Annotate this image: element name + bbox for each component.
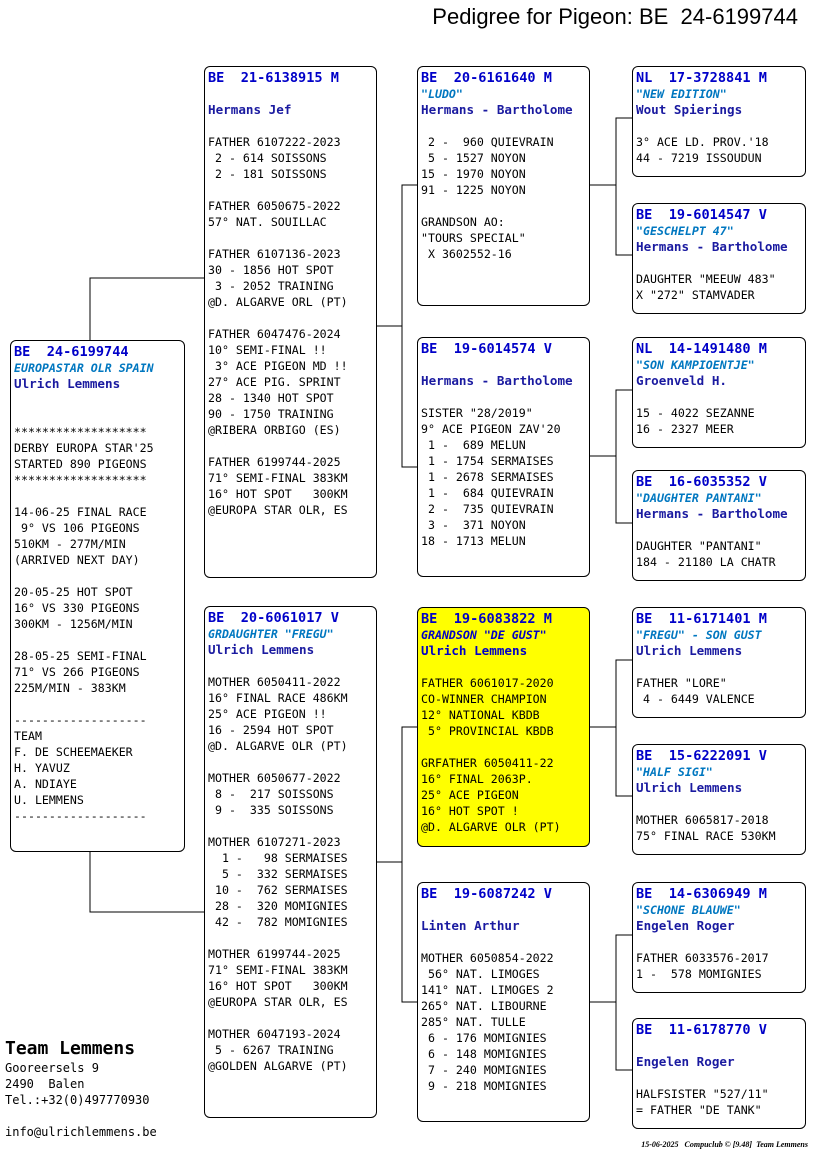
performance-text: [636, 659, 802, 707]
text-line: [208, 310, 373, 326]
team-address: [5, 1060, 150, 1108]
performance-text: [14, 392, 181, 824]
text-line: [208, 438, 373, 454]
text-line: SISTER "28/2019": [421, 406, 533, 420]
text-line: MOTHER 6199744-2025: [208, 947, 341, 961]
text-line: 141° NAT. LIMOGES 2: [421, 983, 554, 997]
team-email[interactable]: info@ulrichlemmens.be: [5, 1125, 157, 1139]
text-line: 57° NAT. SOUILLAC: [208, 215, 327, 229]
text-line: @EUROPA STAR OLR, ES: [208, 995, 348, 1009]
page-title: Pedigree for Pigeon: BE 24-6199744: [432, 4, 798, 29]
text-line: @D. ALGARVE ORL (PT): [208, 295, 348, 309]
text-line: [636, 522, 802, 538]
text-line: 27° ACE PIG. SPRINT: [208, 375, 341, 389]
text-line: 5 - 1527 NOYON: [421, 151, 526, 165]
text-line: 4 - 6449 VALENCE: [636, 692, 755, 706]
text-line: 71° SEMI-FINAL 383KM: [208, 471, 348, 485]
text-line: [421, 198, 586, 214]
ring-number: BE 20-6061017 V: [208, 610, 339, 626]
text-line: STARTED 890 PIGEONS: [14, 457, 147, 471]
text-line: Gooreersels 9: [5, 1061, 99, 1075]
performance-text: [421, 389, 586, 549]
pigeon-card-father[interactable]: [204, 66, 377, 578]
ring-number: BE 19-6014547 V: [636, 207, 767, 223]
pigeon-card-father-mother[interactable]: [417, 337, 590, 577]
text-line: [636, 118, 802, 134]
text-line: [208, 182, 373, 198]
pigeon-card-subject[interactable]: [10, 340, 185, 852]
owner-name: Hermans - Bartholome: [421, 102, 573, 117]
text-line: 16° HOT SPOT 300KM: [208, 487, 348, 501]
text-line: 28-05-25 SEMI-FINAL: [14, 649, 147, 663]
pigeon-name: "FREGU" - SON GUST: [636, 628, 762, 642]
text-line: 285° NAT. TULLE: [421, 1015, 526, 1029]
owner-name: Groenveld H.: [636, 373, 727, 388]
text-line: FATHER 6050675-2022: [208, 199, 341, 213]
text-line: MOTHER 6050854-2022: [421, 951, 554, 965]
text-line: [208, 230, 373, 246]
text-line: HALFSISTER "527/11": [636, 1087, 769, 1101]
text-line: -------------------: [14, 809, 147, 823]
owner-name: Ulrich Lemmens: [421, 643, 528, 658]
text-line: 9° ACE PIGEON ZAV'20: [421, 422, 561, 436]
text-line: 30 - 1856 HOT SPOT: [208, 263, 334, 277]
performance-text: [421, 118, 586, 262]
text-line: 16 - 2594 HOT SPOT: [208, 723, 334, 737]
owner-name: Ulrich Lemmens: [636, 643, 743, 658]
text-line: [636, 389, 802, 405]
text-line: [421, 934, 586, 950]
text-line: MOTHER 6107271-2023: [208, 835, 341, 849]
text-line: [208, 658, 373, 674]
pigeon-name: [421, 902, 586, 918]
pigeon-name: "LUDO": [421, 87, 463, 101]
owner-name: Hermans - Bartholome: [636, 239, 788, 254]
text-line: [208, 754, 373, 770]
text-line: 2490 Balen: [5, 1077, 85, 1091]
text-line: [14, 632, 181, 648]
text-line: @D. ALGARVE OLR (PT): [208, 739, 348, 753]
pigeon-name: "GESCHELPT 47": [636, 224, 734, 238]
pigeon-name: "HALF SIGI": [636, 765, 713, 779]
pigeon-name: GRDAUGHTER "FREGU": [208, 627, 334, 641]
text-line: 5 - 6267 TRAINING: [208, 1043, 334, 1057]
text-line: 2 - 181 SOISSONS: [208, 167, 327, 181]
text-line: @GOLDEN ALGARVE (PT): [208, 1059, 348, 1073]
pigeon-card-ff-mother[interactable]: [632, 203, 806, 314]
owner-name: Linten Arthur: [421, 918, 520, 933]
pigeon-name: "SON KAMPIOENTJE": [636, 358, 755, 372]
pigeon-name: [208, 86, 373, 102]
text-line: 25° ACE PIGEON !!: [208, 707, 327, 721]
performance-text: [421, 934, 586, 1094]
text-line: 225M/MIN - 383KM: [14, 681, 126, 695]
text-line: TEAM: [14, 729, 42, 743]
text-line: 3 - 371 NOYON: [421, 518, 526, 532]
pigeon-card-mm-mother[interactable]: [632, 1018, 806, 1129]
pigeon-name: [421, 357, 586, 373]
text-line: FATHER 6107222-2023: [208, 135, 341, 149]
text-line: [636, 659, 802, 675]
text-line: FATHER 6199744-2025: [208, 455, 341, 469]
ring-number: BE 19-6083822 M: [421, 611, 552, 627]
pigeon-name: "NEW EDITION": [636, 87, 727, 101]
text-line: -------------------: [14, 713, 147, 727]
text-line: 1 - 578 MOMIGNIES: [636, 967, 762, 981]
text-line: 42 - 782 MOMIGNIES: [208, 915, 348, 929]
text-line: *******************: [14, 473, 147, 487]
pigeon-card-mother-father[interactable]: [417, 607, 590, 847]
text-line: 20-05-25 HOT SPOT: [14, 585, 133, 599]
owner-name: Ulrich Lemmens: [14, 376, 121, 391]
text-line: 10° SEMI-FINAL !!: [208, 343, 327, 357]
ring-number: BE 11-6171401 M: [636, 611, 767, 627]
ring-number: BE 15-6222091 V: [636, 748, 767, 764]
text-line: 6 - 176 MOMIGNIES: [421, 1031, 547, 1045]
text-line: FATHER 6061017-2020: [421, 676, 554, 690]
text-line: 16° FINAL 2063P.: [421, 772, 533, 786]
ring-number: NL 14-1491480 M: [636, 341, 767, 357]
ring-number: BE 11-6178770 V: [636, 1022, 767, 1038]
text-line: [14, 568, 181, 584]
text-line: CO-WINNER CHAMPION: [421, 692, 547, 706]
text-line: 1 - 1754 SERMAISES: [421, 454, 554, 468]
text-line: FATHER 6033576-2017: [636, 951, 769, 965]
text-line: @RIBERA ORBIGO (ES): [208, 423, 341, 437]
text-line: 3° ACE LD. PROV.'18: [636, 135, 769, 149]
text-line: 1 - 2678 SERMAISES: [421, 470, 554, 484]
text-line: 3° ACE PIGEON MD !!: [208, 359, 348, 373]
text-line: 12° NATIONAL KBDB: [421, 708, 540, 722]
performance-text: [636, 934, 802, 982]
footer-credit: 15-06-2025 Compuclub © [9.48] Team Lemmens: [641, 1140, 808, 1149]
text-line: 7 - 240 MOMIGNIES: [421, 1063, 547, 1077]
text-line: 71° SEMI-FINAL 383KM: [208, 963, 348, 977]
text-line: [421, 739, 586, 755]
text-line: DAUGHTER "MEEUW 483": [636, 272, 776, 286]
text-line: 1 - 684 QUIEVRAIN: [421, 486, 554, 500]
text-line: 10 - 762 SERMAISES: [208, 883, 348, 897]
text-line: Tel.:+32(0)497770930: [5, 1093, 150, 1107]
text-line: [14, 488, 181, 504]
ring-number: BE 21-6138915 M: [208, 70, 339, 86]
text-line: 18 - 1713 MELUN: [421, 534, 526, 548]
text-line: 184 - 21180 LA CHATR: [636, 555, 776, 569]
performance-text: [636, 522, 802, 570]
text-line: 2 - 960 QUIEVRAIN: [421, 135, 554, 149]
text-line: 8 - 217 SOISSONS: [208, 787, 334, 801]
performance-text: [636, 255, 802, 303]
text-line: 2 - 614 SOISSONS: [208, 151, 327, 165]
text-line: [421, 389, 586, 405]
ring-number: BE 24-6199744: [14, 344, 129, 360]
owner-name: Engelen Roger: [636, 1054, 735, 1069]
text-line: [208, 930, 373, 946]
text-line: @EUROPA STAR OLR, ES: [208, 503, 348, 517]
text-line: 71° VS 266 PIGEONS: [14, 665, 140, 679]
pigeon-name: "DAUGHTER PANTANI": [636, 491, 762, 505]
performance-text: [636, 389, 802, 437]
text-line: 91 - 1225 NOYON: [421, 183, 526, 197]
text-line: DAUGHTER "PANTANI": [636, 539, 762, 553]
ring-number: BE 19-6087242 V: [421, 886, 552, 902]
pigeon-name: [636, 1038, 802, 1054]
pigeon-card-mf-father[interactable]: [632, 607, 806, 718]
text-line: (ARRIVED NEXT DAY): [14, 553, 140, 567]
text-line: 16° VS 330 PIGEONS: [14, 601, 140, 615]
text-line: 5 - 332 SERMAISES: [208, 867, 348, 881]
text-line: 16° HOT SPOT !: [421, 804, 519, 818]
pigeon-name: "SCHONE BLAUWE": [636, 903, 741, 917]
team-contact: [5, 1038, 150, 1108]
text-line: 9 - 335 SOISSONS: [208, 803, 334, 817]
owner-name: Ulrich Lemmens: [208, 642, 315, 657]
ring-number: BE 16-6035352 V: [636, 474, 767, 490]
text-line: = FATHER "DE TANK": [636, 1103, 762, 1117]
text-line: 14-06-25 FINAL RACE: [14, 505, 147, 519]
text-line: FATHER 6107136-2023: [208, 247, 341, 261]
text-line: 75° FINAL RACE 530KM: [636, 829, 776, 843]
text-line: [421, 118, 586, 134]
text-line: 1 - 689 MELUN: [421, 438, 526, 452]
text-line: X "272" STAMVADER: [636, 288, 755, 302]
pigeon-card-mother-mother[interactable]: [417, 882, 590, 1122]
text-line: X 3602552-16: [421, 247, 512, 261]
ring-number: BE 20-6161640 M: [421, 70, 552, 86]
text-line: 16 - 2327 MEER: [636, 422, 734, 436]
pigeon-card-mf-mother[interactable]: [632, 744, 806, 855]
ring-number: NL 17-3728841 M: [636, 70, 767, 86]
text-line: [14, 392, 181, 408]
text-line: MOTHER 6047193-2024: [208, 1027, 341, 1041]
ring-number: BE 14-6306949 M: [636, 886, 767, 902]
text-line: F. DE SCHEEMAEKER: [14, 745, 133, 759]
pigeon-name: EUROPASTAR OLR SPAIN: [14, 361, 154, 375]
owner-name: Hermans - Bartholome: [421, 373, 573, 388]
text-line: U. LEMMENS: [14, 793, 84, 807]
performance-text: [636, 118, 802, 166]
owner-name: Hermans Jef: [208, 102, 292, 117]
performance-text: [421, 659, 586, 835]
ring-number: BE 19-6014574 V: [421, 341, 552, 357]
text-line: [14, 408, 181, 424]
text-line: 15 - 1970 NOYON: [421, 167, 526, 181]
text-line: [636, 796, 802, 812]
team-name: Team Lemmens: [5, 1038, 136, 1059]
text-line: 6 - 148 MOMIGNIES: [421, 1047, 547, 1061]
text-line: FATHER "LORE": [636, 676, 727, 690]
pigeon-card-fm-mother[interactable]: [632, 470, 806, 581]
text-line: GRANDSON AO:: [421, 215, 505, 229]
pigeon-name: GRANDSON "DE GUST": [421, 628, 547, 642]
pigeon-card-mm-father[interactable]: [632, 882, 806, 993]
performance-text: [208, 658, 373, 1074]
text-line: 300KM - 1256M/MIN: [14, 617, 133, 631]
text-line: 44 - 7219 ISSOUDUN: [636, 151, 762, 165]
pigeon-card-father-father[interactable]: [417, 66, 590, 306]
text-line: 1 - 98 SERMAISES: [208, 851, 348, 865]
text-line: *******************: [14, 425, 147, 439]
text-line: MOTHER 6050677-2022: [208, 771, 341, 785]
text-line: 90 - 1750 TRAINING: [208, 407, 334, 421]
text-line: 25° ACE PIGEON: [421, 788, 519, 802]
text-line: [14, 696, 181, 712]
text-line: @D. ALGARVE OLR (PT): [421, 820, 561, 834]
pigeon-card-mother[interactable]: [204, 606, 377, 1118]
text-line: [208, 818, 373, 834]
owner-name: Wout Spierings: [636, 102, 743, 117]
text-line: A. NDIAYE: [14, 777, 77, 791]
text-line: 16° FINAL RACE 486KM: [208, 691, 348, 705]
text-line: 2 - 735 QUIEVRAIN: [421, 502, 554, 516]
performance-text: [636, 796, 802, 844]
text-line: 265° NAT. LIBOURNE: [421, 999, 547, 1013]
performance-text: [636, 1070, 802, 1118]
pigeon-card-fm-father[interactable]: [632, 337, 806, 448]
text-line: 9 - 218 MOMIGNIES: [421, 1079, 547, 1093]
text-line: [208, 1010, 373, 1026]
text-line: 16° HOT SPOT 300KM: [208, 979, 348, 993]
text-line: [636, 255, 802, 271]
text-line: [208, 118, 373, 134]
text-line: 56° NAT. LIMOGES: [421, 967, 540, 981]
performance-text: [208, 118, 373, 518]
owner-name: Ulrich Lemmens: [636, 780, 743, 795]
text-line: MOTHER 6050411-2022: [208, 675, 341, 689]
text-line: 3 - 2052 TRAINING: [208, 279, 334, 293]
text-line: "TOURS SPECIAL": [421, 231, 526, 245]
text-line: GRFATHER 6050411-22: [421, 756, 554, 770]
text-line: FATHER 6047476-2024: [208, 327, 341, 341]
text-line: 28 - 320 MOMIGNIES: [208, 899, 348, 913]
text-line: 28 - 1340 HOT SPOT: [208, 391, 334, 405]
owner-name: Engelen Roger: [636, 918, 735, 933]
text-line: [636, 1070, 802, 1086]
text-line: MOTHER 6065817-2018: [636, 813, 769, 827]
text-line: 9° VS 106 PIGEONS: [14, 521, 140, 535]
text-line: 510KM - 277M/MIN: [14, 537, 126, 551]
text-line: 15 - 4022 SEZANNE: [636, 406, 755, 420]
text-line: H. YAVUZ: [14, 761, 70, 775]
text-line: [421, 659, 586, 675]
text-line: DERBY EUROPA STAR'25: [14, 441, 154, 455]
text-line: 5° PROVINCIAL KBDB: [421, 724, 554, 738]
pigeon-card-ff-father[interactable]: [632, 66, 806, 177]
text-line: [636, 934, 802, 950]
owner-name: Hermans - Bartholome: [636, 506, 788, 521]
